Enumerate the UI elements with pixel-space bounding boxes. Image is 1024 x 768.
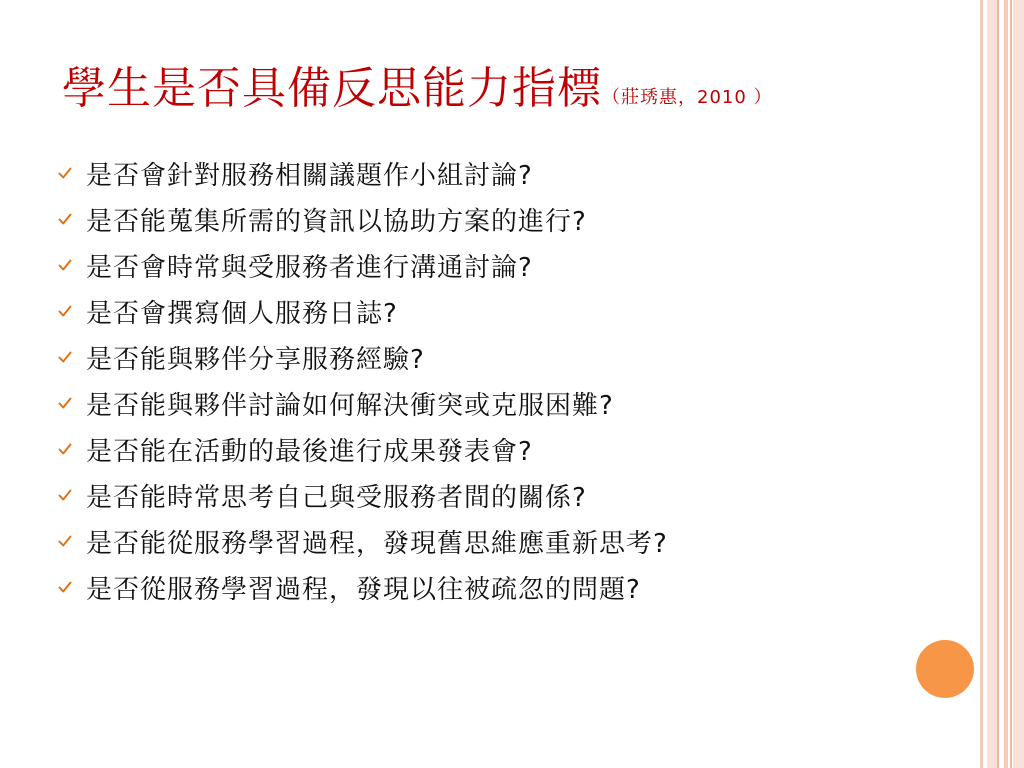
bullet-text: 是否能與夥伴分享服務經驗? [86, 344, 425, 375]
bullet-text: 是否能蒐集所需的資訊以協助方案的進行? [86, 206, 587, 237]
list-item [58, 150, 668, 196]
checkmark-icon [58, 212, 86, 226]
stripe [1010, 0, 1012, 768]
list-item [58, 564, 668, 610]
bullet-text: 是否能在活動的最後進行成果發表會? [86, 436, 533, 467]
list-item [58, 334, 668, 380]
bullet-text: 是否會針對服務相關議題作小組討論? [86, 160, 533, 191]
decorative-circle [916, 640, 974, 698]
checkmark-icon [58, 304, 86, 318]
bullet-text: 是否會撰寫個人服務日誌? [86, 298, 398, 329]
stripe [1004, 0, 1008, 768]
checkmark-icon [58, 534, 86, 548]
bullet-list [58, 150, 668, 610]
bullet-text: 是否能從服務學習過程，發現舊思維應重新思考? [86, 528, 668, 559]
stripe [997, 0, 999, 768]
stripe [980, 0, 983, 768]
bullet-text: 是否會時常與受服務者進行溝通討論? [86, 252, 533, 283]
checkmark-icon [58, 580, 86, 594]
decorative-stripes [980, 0, 1024, 768]
list-item [58, 518, 668, 564]
slide-title [62, 52, 773, 116]
list-item [58, 288, 668, 334]
stripe [1013, 0, 1024, 768]
title-citation: （莊琇惠，2010 ） [602, 87, 773, 108]
bullet-text: 是否能時常思考自己與受服務者間的關係? [86, 482, 587, 513]
list-item [58, 242, 668, 288]
bullet-text: 是否能與夥伴討論如何解決衝突或克服困難? [86, 390, 614, 421]
checkmark-icon [58, 396, 86, 410]
title-main: 學生是否具備反思能力指標 [62, 63, 602, 114]
list-item [58, 380, 668, 426]
list-item [58, 426, 668, 472]
list-item [58, 472, 668, 518]
checkmark-icon [58, 258, 86, 272]
bullet-text: 是否從服務學習過程，發現以往被疏忽的問題? [86, 574, 641, 605]
checkmark-icon [58, 488, 86, 502]
list-item [58, 196, 668, 242]
stripe [987, 0, 997, 768]
checkmark-icon [58, 166, 86, 180]
checkmark-icon [58, 350, 86, 364]
checkmark-icon [58, 442, 86, 456]
